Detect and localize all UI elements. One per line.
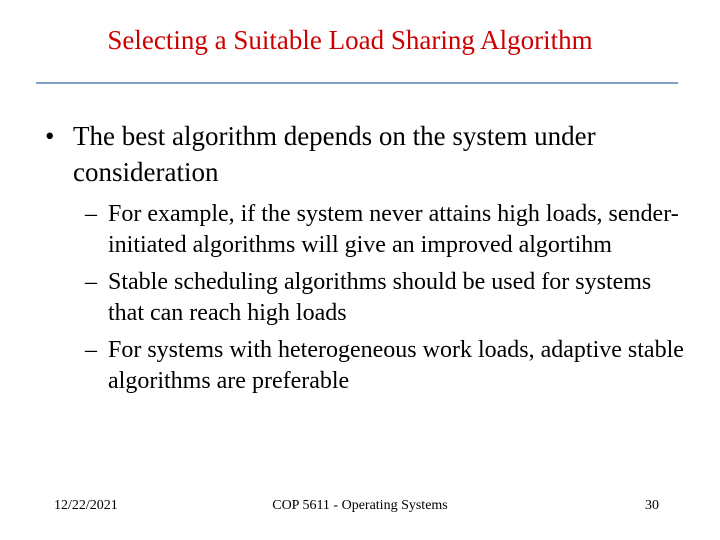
- main-bullet-text: The best algorithm depends on the system under consideration: [73, 121, 596, 187]
- sub-bullet-text: Stable scheduling algorithms should be used for systems that can reach high loads: [108, 269, 652, 326]
- sub-bullet-text: For example, if the system never attains high loads, sender-initiated algorithms will give an improved algortihm: [108, 201, 679, 258]
- sub-bullet: [85, 267, 685, 329]
- sub-bullet-marker: –: [85, 269, 97, 295]
- sub-bullet: [85, 335, 685, 397]
- footer-page-number: 30: [645, 498, 659, 513]
- sub-bullet: [85, 199, 685, 261]
- title-divider: [36, 82, 678, 84]
- sub-bullet-marker: –: [85, 201, 97, 227]
- footer-date: 12/22/2021: [54, 498, 118, 513]
- sub-bullet-list: [85, 199, 685, 403]
- bullet-marker: •: [45, 121, 55, 151]
- footer-course: COP 5611 - Operating Systems: [272, 498, 448, 513]
- slide-title: Selecting a Suitable Load Sharing Algorithm: [107, 25, 593, 55]
- sub-bullet-text: For systems with heterogeneous work loads, adaptive stable algorithms are preferable: [108, 337, 684, 394]
- main-bullet: [45, 118, 685, 190]
- sub-bullet-marker: –: [85, 337, 97, 363]
